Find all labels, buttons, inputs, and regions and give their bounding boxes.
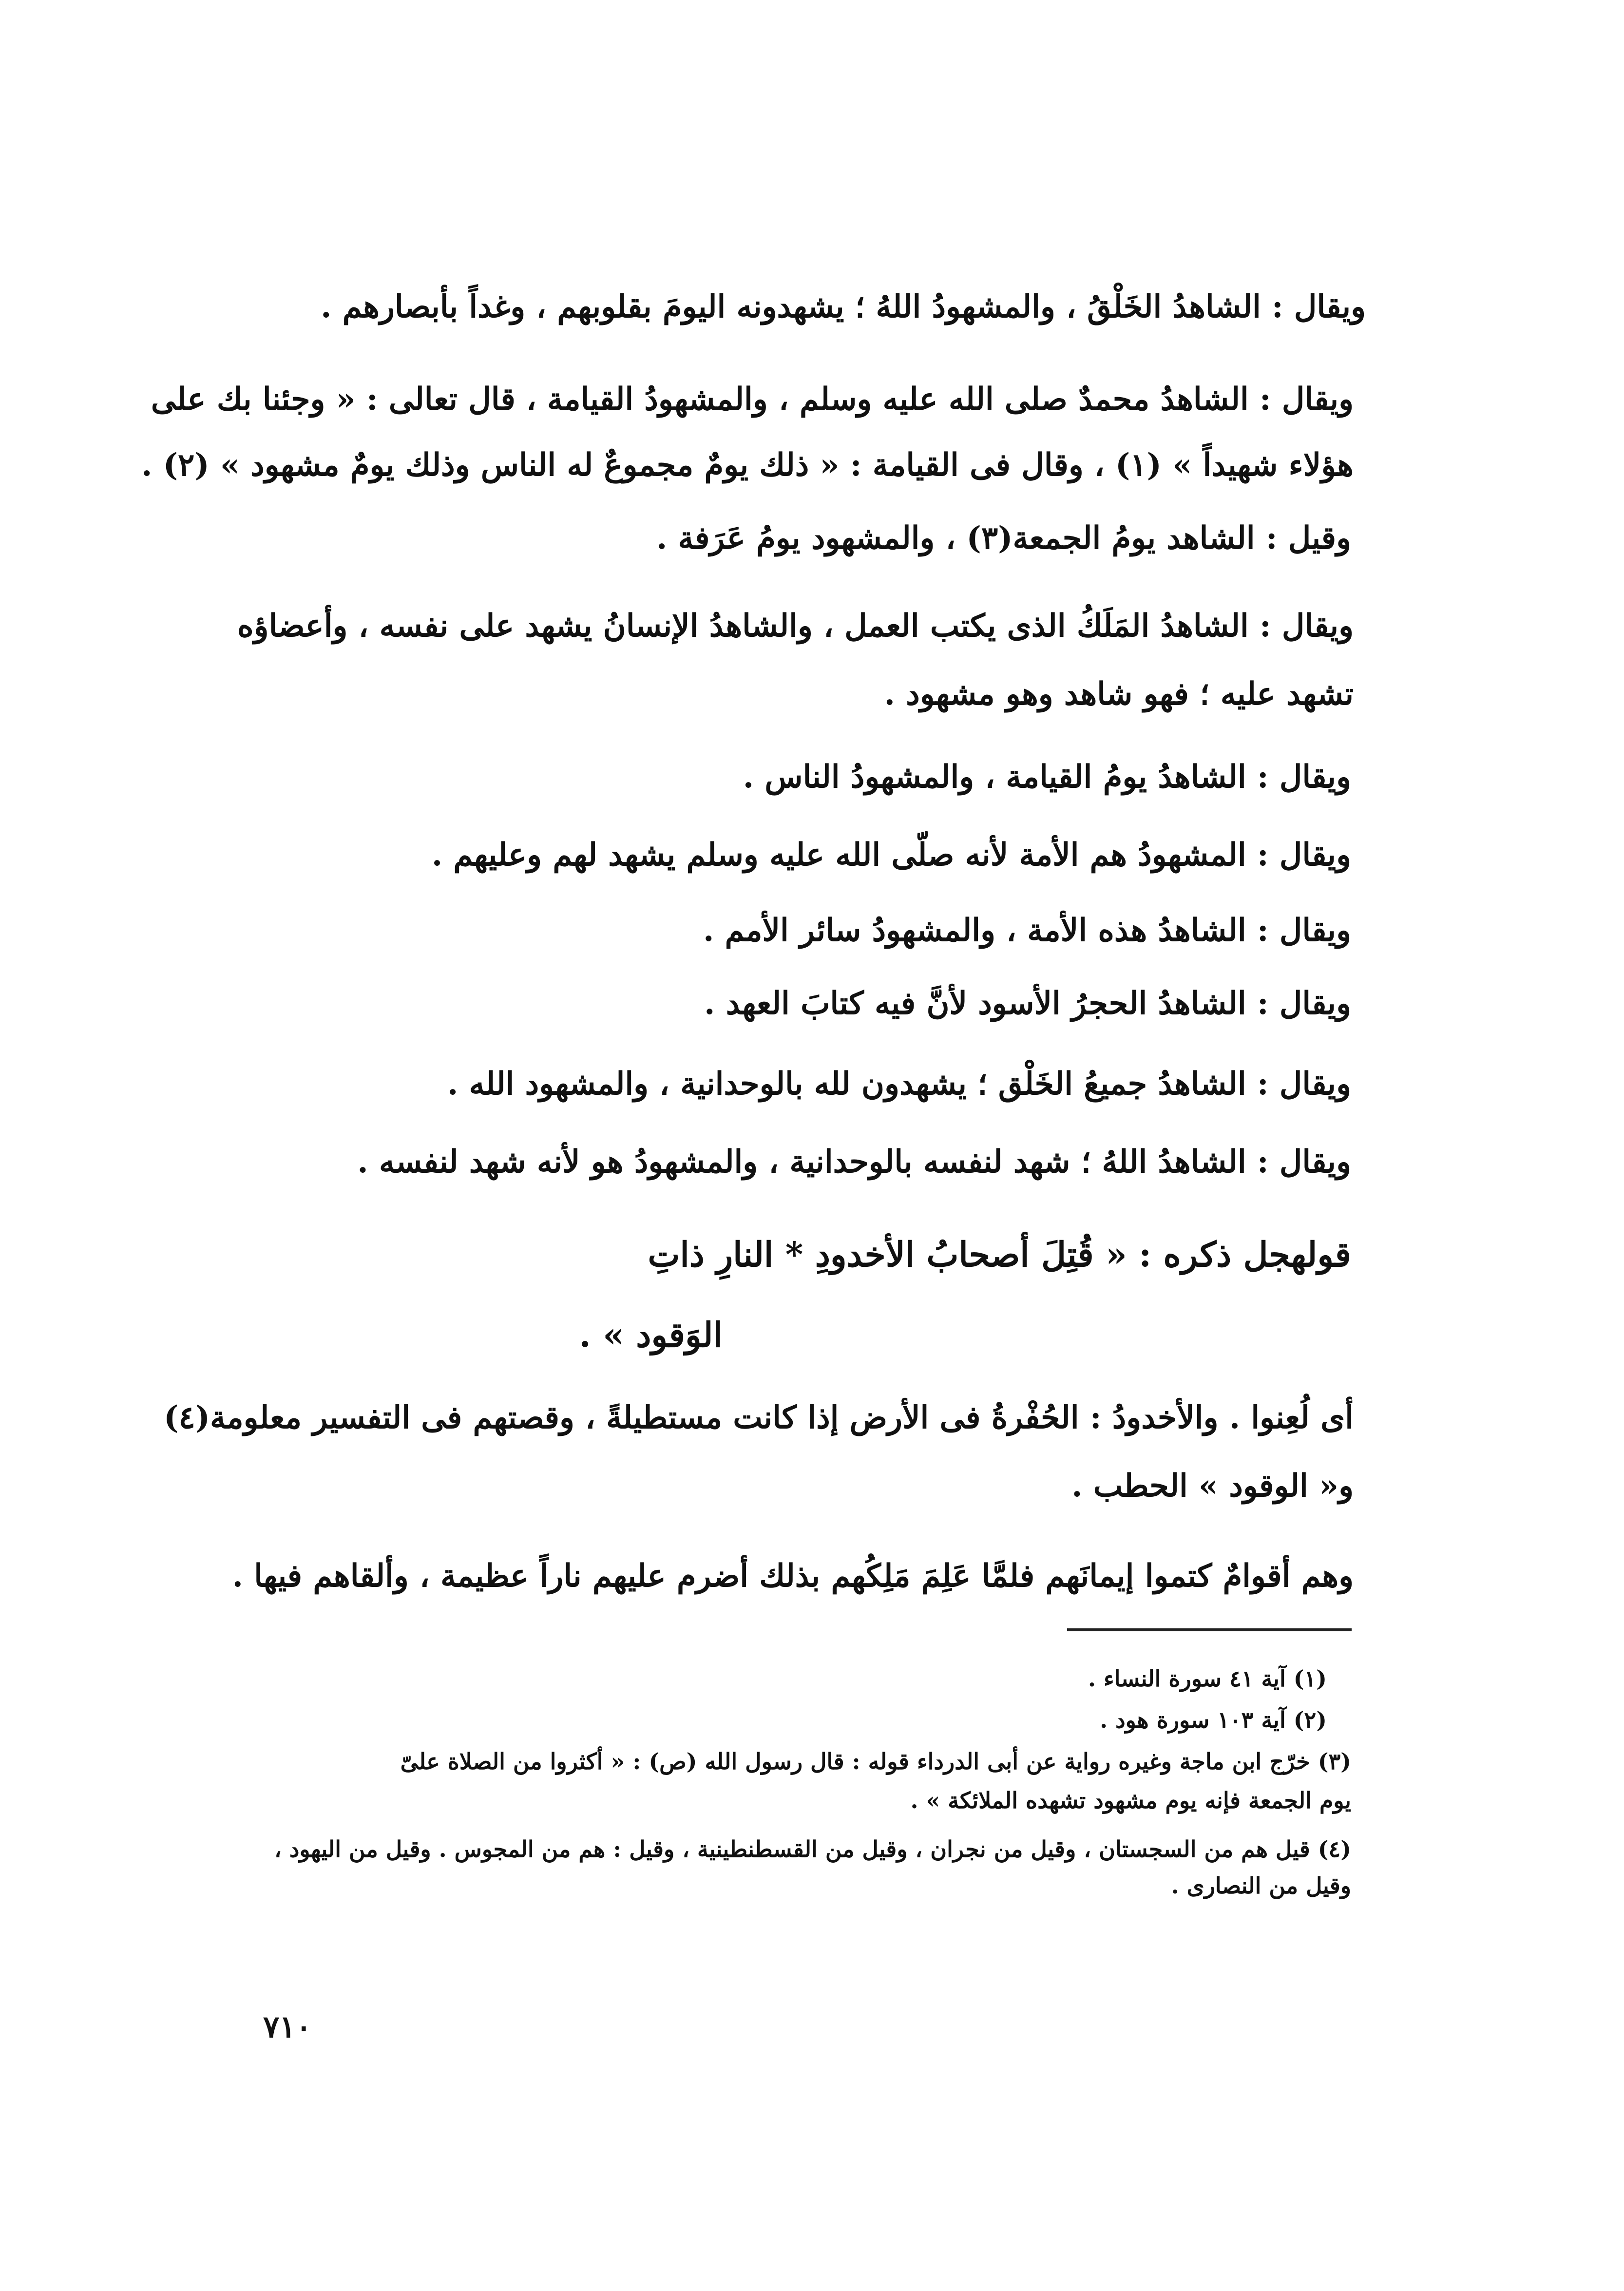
text-line: ويقال : الشاهدُ هذه الأمة ، والمشهودُ سائر الأمم . xyxy=(703,912,1351,949)
text-line: ويقال : الشاهدُ محمدٌ صلى الله عليه وسلم ، والمشهودُ القيامة ، قال تعالى : « وجئنا بك على xyxy=(151,381,1354,418)
page-number: ٧١٠ xyxy=(263,2009,312,2044)
text-line: ويقال : الشاهدُ الحجرُ الأسود لأنَّ فيه كتابَ العهد . xyxy=(704,985,1351,1022)
footnote: يوم الجمعة فإنه يوم مشهود تشهده الملائكة » . xyxy=(910,1787,1351,1814)
verse-heading: قولهجل ذكره : « قُتِلَ أصحابُ الأخدودِ * النارِ ذاتِ xyxy=(648,1234,1351,1275)
text-line: تشهد عليه ؛ فهو شاهد وهو مشهود . xyxy=(884,676,1354,712)
text-line: ويقال : الشاهدُ الخَلْقُ ، والمشهودُ اللهُ ؛ يشهدونه اليومَ بقلوبهم ، وغداً بأبصارهم . xyxy=(321,288,1366,325)
footnote: (٢) آية ١٠٣ سورة هود . xyxy=(1100,1707,1327,1733)
text-line: وقيل : الشاهد يومُ الجمعة(٣) ، والمشهود يومُ عَرَفة . xyxy=(656,520,1351,556)
text-line: وهم أقوامٌ كتموا إيمانَهم فلمَّا عَلِمَ مَلِكُهم بذلك أضرم عليهم ناراً عظيمة ، وألقاهم فيها . xyxy=(232,1558,1354,1594)
text-line: ويقال : الشاهدُ يومُ القيامة ، والمشهودُ الناس . xyxy=(743,759,1351,795)
verse-heading-continued: الوَقود » . xyxy=(579,1315,723,1355)
text-line: هؤلاء شهيداً » (١) ، وقال فى القيامة : « ذلك يومٌ مجموعٌ له الناس وذلك يومٌ مشهود » (٢) . xyxy=(141,447,1354,483)
text-line: ويقال : الشاهدُ المَلَكُ الذى يكتب العمل ، والشاهدُ الإنسانُ يشهد على نفسه ، وأعضاؤه xyxy=(237,608,1354,644)
footnote: (١) آية ٤١ سورة النساء . xyxy=(1088,1665,1327,1692)
footnote: (٣) خرّج ابن ماجة وغيره رواية عن أبى الدرداء قوله : قال رسول الله (ص) : « أكثروا من الصلاة علىّ xyxy=(400,1748,1351,1775)
text-line: ويقال : الشاهدُ اللهُ ؛ شهد لنفسه بالوحدانية ، والمشهودُ هو لأنه شهد لنفسه . xyxy=(357,1144,1351,1180)
text-line: أى لُعِنوا . والأخدودُ : الحُفْرةُ فى الأرض إذا كانت مستطيلةً ، وقصتهم فى التفسير معلومة(٤) xyxy=(164,1399,1354,1436)
footnote-separator xyxy=(1067,1628,1352,1631)
footnote: وقيل من النصارى . xyxy=(1171,1872,1351,1899)
text-line: ويقال : الشاهدُ جميعُ الخَلْق ؛ يشهدون لله بالوحدانية ، والمشهود الله . xyxy=(447,1066,1351,1102)
text-line: ويقال : المشهودُ هم الأمة لأنه صلّى الله عليه وسلم يشهد لهم وعليهم . xyxy=(431,837,1351,873)
footnote: (٤) قيل هم من السجستان ، وقيل من نجران ، وقيل من القسطنطينية ، وقيل : هم من المجوس . وقيل من اليهود ، xyxy=(274,1836,1351,1862)
text-line: و« الوقود » الحطب . xyxy=(1071,1468,1354,1504)
